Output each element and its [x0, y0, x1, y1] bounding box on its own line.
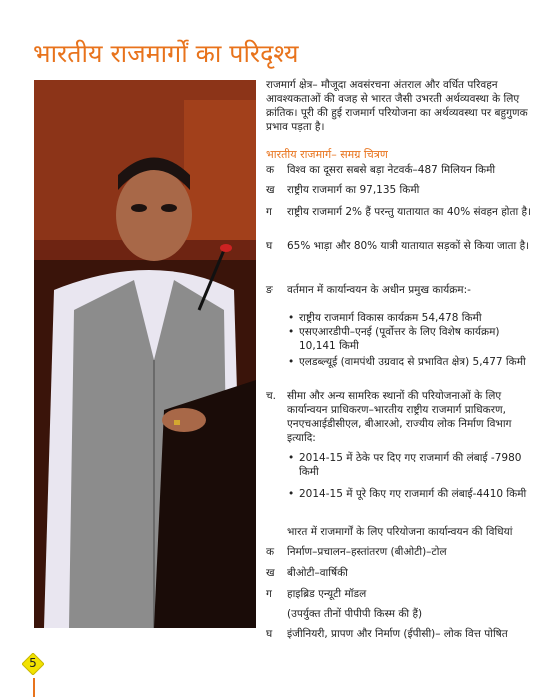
speaker-illustration	[34, 80, 256, 628]
page-title: भारतीय राजमार्गों का परिदृश्य	[33, 39, 299, 68]
item-text: इंजीनियरी, प्रापण और निर्माण (ईपीसी)– लोक वित्त पोषित	[287, 628, 508, 640]
item-text: बीओटी–वार्षिकी	[287, 567, 348, 579]
bullet-dot: •	[288, 312, 295, 324]
page-number-badge	[22, 653, 44, 675]
item-text: हाइब्रिड एन्यूटी मॉडल	[287, 588, 367, 600]
item-marker: ग	[266, 588, 272, 600]
item-marker: ग	[266, 206, 272, 218]
item-marker: ङ	[266, 284, 273, 296]
item-text: विश्व का दूसरा सबसे बड़ा नेटवर्क–487 मिलियन किमी	[287, 164, 496, 176]
item-marker: क	[266, 546, 275, 558]
item-marker: क	[266, 164, 275, 176]
item-text: सीमा और अन्य सामरिक स्थानों की परियोजनाओं के लिए कार्यान्वयन प्राधिकरण–भारतीय राष्ट्रीय राजमार्ग प्राधिकरण, एनएचआईडीसीएल, बीआरओ, राज्यीय लोक निर्माण विभाग इत्यादि:	[287, 390, 512, 444]
bullet-text: एसएआरडीपी–एनई (पूर्वोत्तर के लिए विशेष कार्यक्रम) 10,141 किमी	[299, 326, 500, 352]
bullet-text: राष्ट्रीय राजमार्ग विकास कार्यक्रम 54,478 किमी	[299, 312, 482, 324]
section-subheading: भारतीय राजमार्ग– समग्र चित्रण	[266, 148, 388, 161]
item-text: राष्ट्रीय राजमार्ग का 97,135 किमी	[287, 184, 420, 196]
item-text: निर्माण–प्रचालन–हस्तांतरण (बीओटी)–टोल	[287, 546, 447, 558]
bullet-text: 2014-15 में पूरे किए गए राजमार्ग की लंबाई-4410 किमी	[299, 488, 527, 500]
bullet-dot: •	[288, 452, 295, 464]
bullet-dot: •	[288, 356, 295, 368]
intro-paragraph: राजमार्ग क्षेत्र– मौजूदा अवसंरचना अंतराल और वर्धित परिवहन आवश्यकताओं की वजह से भारत जैसी उभरती अर्थव्यवस्था के लिए क्रांतिक। पूरी की हुई राजमार्ग परियोजना का अर्थव्यवस्था पर बहुगुणक प्रभाव पड़ता है।	[266, 79, 528, 133]
item-text: 65% भाड़ा और 80% यात्री यातायात सड़कों से किया जाता है।	[287, 240, 530, 252]
item-text: राष्ट्रीय राजमार्ग 2% हैं परन्तु यातायात का 40% संवहन होता है।	[287, 206, 532, 218]
bullet-dot: •	[288, 326, 295, 338]
bullet-text: 2014-15 में ठेके पर दिए गए राजमार्ग की लंबाई -7980 किमी	[299, 452, 522, 478]
item-marker: ख	[266, 184, 275, 196]
item-marker: घ	[266, 628, 273, 640]
item-text: (उपर्युक्त तीनों पीपीपी किस्म की हैं)	[287, 608, 423, 620]
item-marker: च.	[266, 390, 277, 402]
bullet-text: एलडब्ल्यूई (वामपंथी उग्रवाद से प्रभावित क्षेत्र) 5,477 किमी	[299, 356, 526, 368]
bullet-dot: •	[288, 488, 295, 500]
accent-line	[33, 678, 35, 697]
page-number: 5	[29, 656, 37, 670]
speaker-photo	[34, 80, 256, 628]
item-marker: घ	[266, 240, 273, 252]
item-text: वर्तमान में कार्यान्वयन के अधीन प्रमुख कार्यक्रम:-	[287, 284, 471, 296]
item-marker: ख	[266, 567, 275, 579]
